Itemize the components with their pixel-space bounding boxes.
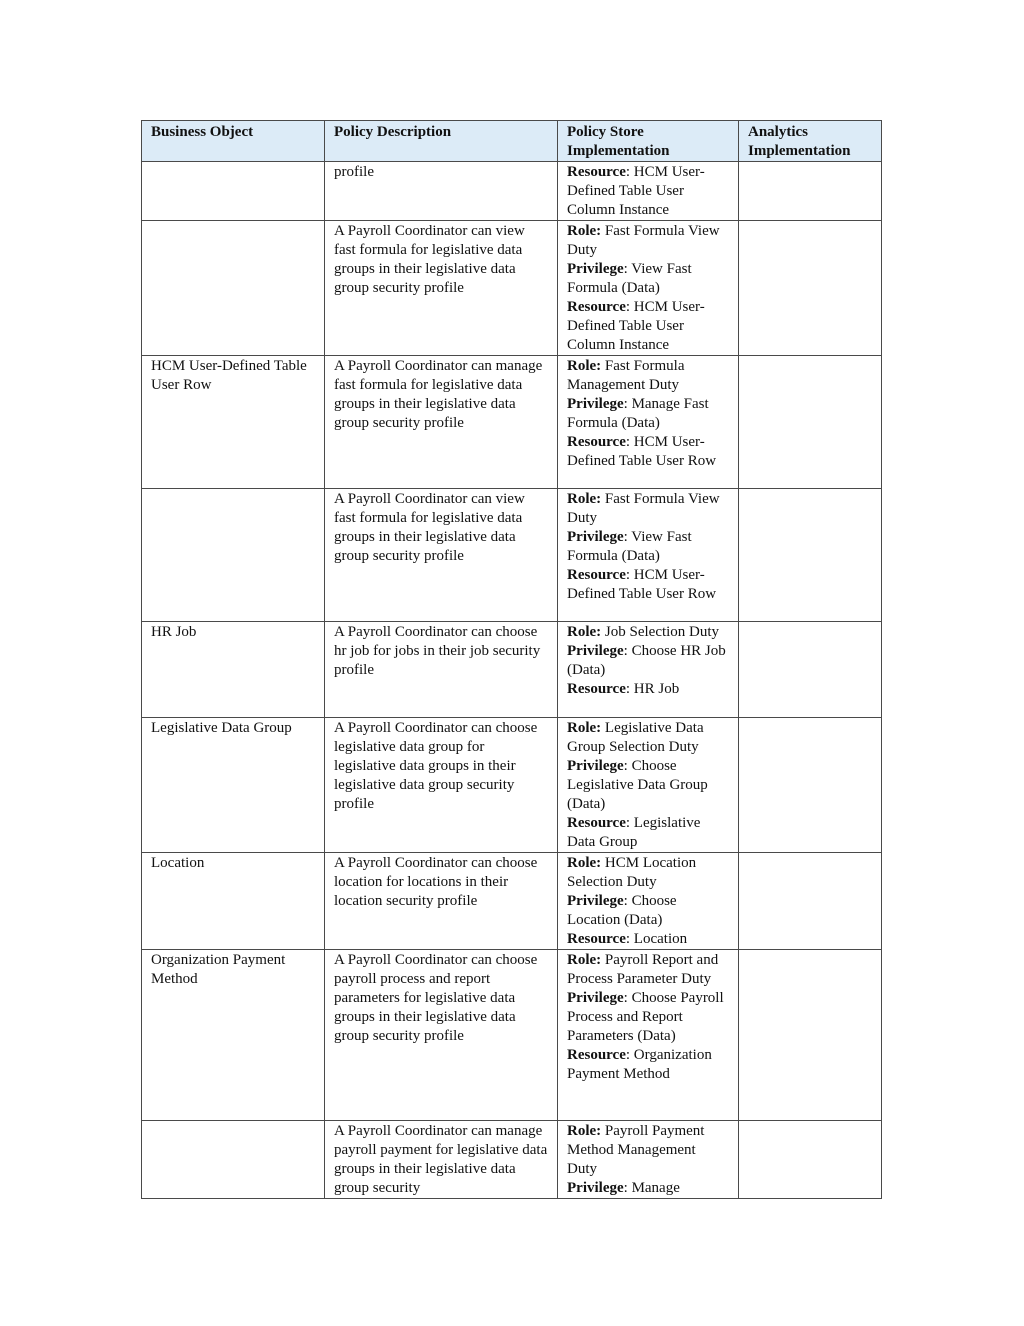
cell-analytics [739, 622, 882, 718]
policy-resource-line: Resource: HCM User-Defined Table User Column Instance [567, 299, 705, 353]
policy-resource-line: Resource: HCM User-Defined Table User Column Instance [567, 164, 705, 218]
cell-analytics [739, 221, 882, 356]
policy-privilege-label: Privilege [567, 758, 624, 774]
cell-business-object: HCM User-Defined Table User Row [142, 356, 325, 489]
policy-role-line [567, 951, 729, 989]
cell-policy-description: A Payroll Coordinator can choose legislative data group for legislative data groups in their legislative data group security profile [325, 718, 558, 853]
policy-privilege-label: Privilege [567, 643, 624, 659]
table-row [142, 622, 882, 718]
policy-role-value: Fast Formula View Duty [567, 491, 720, 526]
cell-business-object [142, 489, 325, 622]
table-row [142, 718, 882, 853]
policy-resource-value: HCM User-Defined Table User Row [567, 567, 717, 602]
policy-resource-label: Resource [567, 434, 626, 450]
policy-privilege-line: Privilege: View Fast Formula (Data) [567, 261, 692, 296]
table-row [142, 950, 882, 1121]
policy-role-line [567, 1122, 729, 1179]
policy-privilege-label: Privilege [567, 990, 624, 1006]
policy-privilege-line: Privilege: Choose Location (Data) [567, 893, 677, 928]
cell-policy-description: A Payroll Coordinator can choose location for locations in their location security profile [325, 853, 558, 950]
policy-resource-value: HR Job [633, 681, 680, 697]
policy-privilege-label: Privilege [567, 396, 624, 412]
policy-role-line [567, 854, 729, 892]
policy-privilege-value: View Fast Formula (Data) [567, 261, 692, 296]
policy-resource-line: Resource: HCM User-Defined Table User Row [567, 434, 717, 469]
policy-resource-label: Resource [567, 931, 626, 947]
cell-policy-description: A Payroll Coordinator can choose payroll process and report parameters for legislative data groups in their legislative data group security profile [325, 950, 558, 1121]
policy-privilege-line: Privilege: Choose Legislative Data Group (Data) [567, 758, 708, 812]
cell-policy-store [558, 221, 739, 356]
policy-role-value: Payroll Report and Process Parameter Duty [567, 952, 719, 987]
policy-privilege-label: Privilege [567, 261, 624, 277]
policy-role-line [567, 719, 729, 757]
policy-role-label: Role: [567, 491, 602, 507]
policy-resource-label: Resource [567, 1047, 626, 1063]
policy-resource-value: Organization Payment Method [567, 1047, 712, 1082]
cell-business-object: Location [142, 853, 325, 950]
header-policy-store [558, 121, 739, 162]
cell-policy-description: A Payroll Coordinator can view fast formula for legislative data groups in their legislative data group security profile [325, 489, 558, 622]
policy-role-value: Payroll Payment Method Management Duty [567, 1123, 705, 1177]
cell-business-object [142, 1121, 325, 1199]
policy-privilege-value: Manage [631, 1180, 680, 1196]
policy-privilege-label: Privilege [567, 529, 624, 545]
table-row [142, 489, 882, 622]
policy-resource-line: Resource: Legislative Data Group [567, 815, 701, 850]
table-body [142, 162, 882, 1199]
policy-role-value: HCM Location Selection Duty [567, 855, 697, 890]
cell-analytics [739, 950, 882, 1121]
policy-privilege-line: Privilege: Choose HR Job (Data) [567, 643, 726, 678]
policy-resource-value: Legislative Data Group [567, 815, 701, 850]
policy-role-label: Role: [567, 358, 602, 374]
header-row [142, 121, 882, 162]
cell-analytics [739, 356, 882, 489]
policy-privilege-value: Manage Fast Formula (Data) [567, 396, 709, 431]
cell-analytics [739, 718, 882, 853]
policy-role-label: Role: [567, 952, 602, 968]
policy-role-label: Role: [567, 624, 602, 640]
cell-business-object [142, 221, 325, 356]
policy-privilege-value: Choose Location (Data) [567, 893, 677, 928]
cell-business-object: Legislative Data Group [142, 718, 325, 853]
policy-privilege-value: Choose Legislative Data Group (Data) [567, 758, 708, 812]
policy-role-value: Legislative Data Group Selection Duty [567, 720, 704, 755]
policy-role-line [567, 490, 729, 528]
cell-policy-description: A Payroll Coordinator can manage payroll payment for legislative data groups in their legislative data group security [325, 1121, 558, 1199]
cell-policy-store [558, 489, 739, 622]
policy-role-value: Fast Formula View Duty [567, 223, 720, 258]
policy-resource-value: Location [633, 931, 688, 947]
policy-role-line [567, 623, 729, 642]
cell-policy-store [558, 853, 739, 950]
cell-analytics [739, 853, 882, 950]
header-business-object: Business Object [142, 121, 325, 162]
cell-policy-description: A Payroll Coordinator can manage fast formula for legislative data groups in their legislative data group security profile [325, 356, 558, 489]
policy-resource-value: HCM User-Defined Table User Column Instance [567, 164, 705, 218]
policy-privilege-line: Privilege: View Fast Formula (Data) [567, 529, 692, 564]
header-analytics-line1: Analytics [748, 124, 808, 140]
policy-privilege-value: Choose HR Job (Data) [567, 643, 726, 678]
policy-resource-line: Resource: Organization Payment Method [567, 1047, 712, 1082]
cell-policy-store [558, 950, 739, 1121]
cell-analytics [739, 489, 882, 622]
policy-resource-value: HCM User-Defined Table User Row [567, 434, 717, 469]
table-row [142, 356, 882, 489]
policy-role-value: Fast Formula Management Duty [567, 358, 685, 393]
policy-resource-label: Resource [567, 164, 626, 180]
policy-resource-line: Resource: HCM User-Defined Table User Row [567, 567, 717, 602]
policy-role-value: Job Selection Duty [604, 624, 720, 640]
cell-policy-store [558, 1121, 739, 1199]
policy-resource-value: HCM User-Defined Table User Column Instance [567, 299, 705, 353]
policy-privilege-value: View Fast Formula (Data) [567, 529, 692, 564]
cell-business-object [142, 162, 325, 221]
cell-business-object: HR Job [142, 622, 325, 718]
cell-business-object: Organization Payment Method [142, 950, 325, 1121]
policy-resource-line: Resource: Location [567, 931, 688, 947]
cell-policy-store [558, 356, 739, 489]
policy-role-label: Role: [567, 223, 602, 239]
cell-policy-store [558, 718, 739, 853]
policy-table [141, 120, 882, 1199]
policy-privilege-label: Privilege [567, 893, 624, 909]
policy-privilege-value: Choose Payroll Process and Report Parameters (Data) [567, 990, 724, 1044]
policy-privilege-line: Privilege: Manage Fast Formula (Data) [567, 396, 709, 431]
policy-privilege-line: Privilege: Choose Payroll Process and Report Parameters (Data) [567, 990, 724, 1044]
table-row [142, 221, 882, 356]
policy-resource-label: Resource [567, 681, 626, 697]
header-analytics [739, 121, 882, 162]
policy-role-label: Role: [567, 720, 602, 736]
table-row [142, 162, 882, 221]
cell-analytics [739, 162, 882, 221]
header-policy-description: Policy Description [325, 121, 558, 162]
policy-privilege-line: Privilege: Manage [567, 1180, 680, 1196]
policy-privilege-label: Privilege [567, 1180, 624, 1196]
header-policy-store-line1: Policy Store [567, 124, 644, 140]
policy-role-label: Role: [567, 1123, 602, 1139]
cell-policy-store [558, 622, 739, 718]
cell-policy-store [558, 162, 739, 221]
cell-policy-description: A Payroll Coordinator can view fast formula for legislative data groups in their legislative data group security profile [325, 221, 558, 356]
table-row [142, 853, 882, 950]
policy-role-label: Role: [567, 855, 602, 871]
policy-resource-label: Resource [567, 567, 626, 583]
policy-role-line [567, 222, 729, 260]
table-row [142, 1121, 882, 1199]
policy-role-line [567, 357, 729, 395]
header-policy-store-line2: Implementation [567, 143, 670, 159]
cell-analytics [739, 1121, 882, 1199]
policy-resource-line: Resource: HR Job [567, 681, 680, 697]
header-analytics-line2: Implementation [748, 143, 851, 159]
policy-resource-label: Resource [567, 299, 626, 315]
cell-policy-description: profile [325, 162, 558, 221]
policy-resource-label: Resource [567, 815, 626, 831]
cell-policy-description: A Payroll Coordinator can choose hr job for jobs in their job security profile [325, 622, 558, 718]
